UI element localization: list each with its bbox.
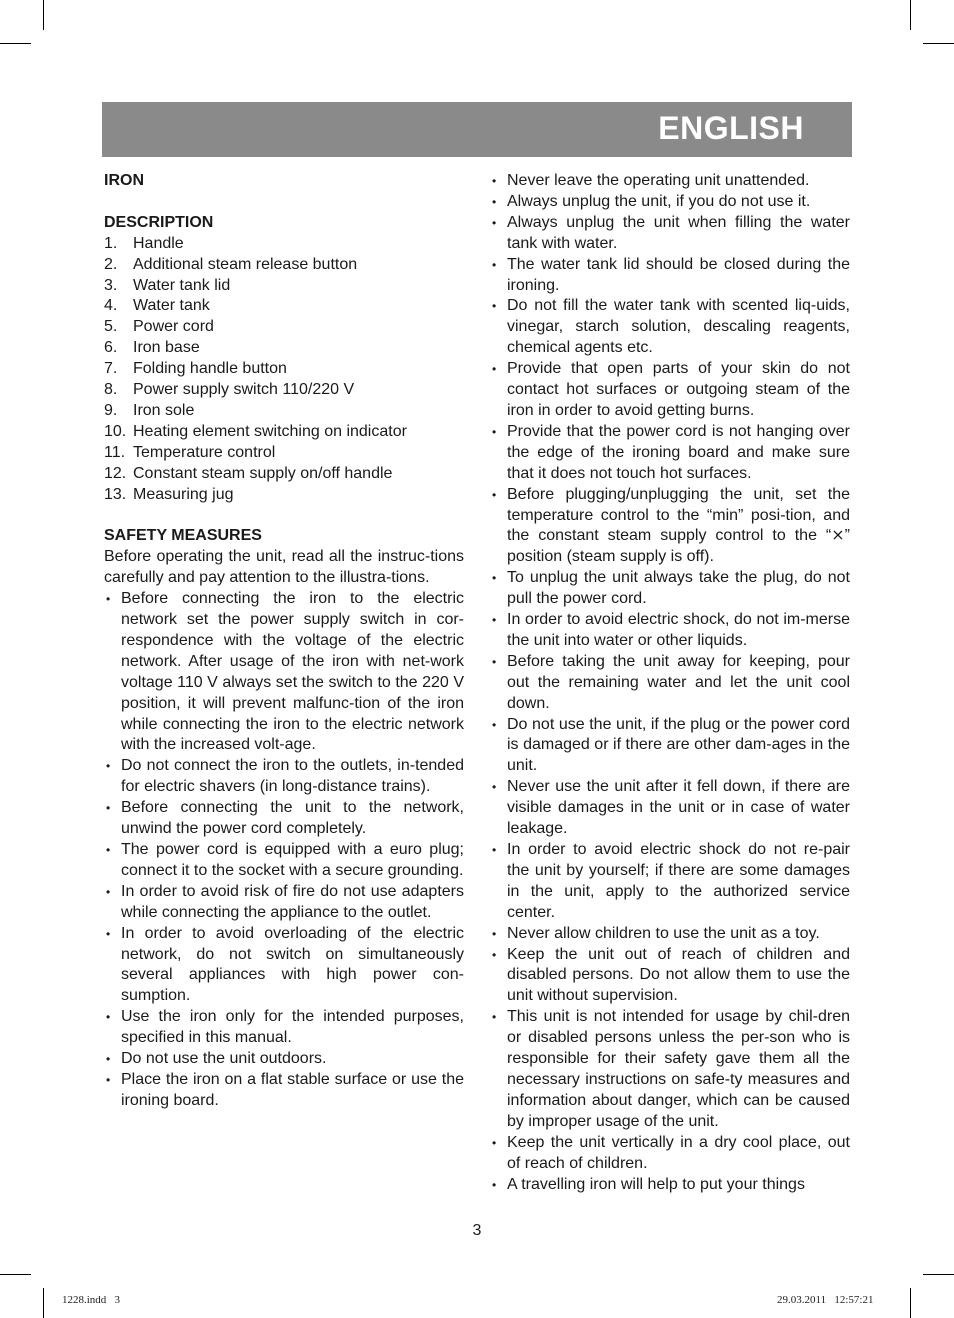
description-item: [104, 276, 464, 297]
left-column: [104, 171, 464, 1112]
description-item: [104, 443, 464, 464]
item-text: Handle: [133, 234, 184, 252]
description-item: [104, 485, 464, 506]
item-number: 11.: [104, 443, 126, 461]
safety-intro: Before operating the unit, read all the instruc-tions carefully and pay attention to the illustra-tions.: [104, 548, 464, 587]
language-banner: [102, 102, 852, 157]
safety-bullet: • A travelling iron will help to put your things: [490, 1175, 850, 1196]
safety-bullet: • Place the iron on a flat stable surface or use the ironing board.: [104, 1070, 464, 1112]
item-text: Constant steam supply on/off handle: [133, 464, 393, 482]
item-number: 2.: [104, 255, 118, 273]
safety-bullet: • Before plugging/unplugging the unit, set the temperature control to the “min” posi-tion, and the constant steam supply control to the “⨯” position (steam supply is off).: [490, 485, 850, 569]
item-text: Temperature control: [133, 443, 276, 461]
item-number: 6.: [104, 339, 118, 357]
description-item: [104, 401, 464, 422]
description-item: [104, 380, 464, 401]
item-number: 4.: [104, 297, 118, 315]
iron-heading: IRON: [104, 172, 144, 189]
item-number: 3.: [104, 276, 118, 294]
safety-bullet: • Do not fill the water tank with scented liq-uids, vinegar, starch solution, descaling reagents, chemical agents etc.: [490, 296, 850, 359]
safety-bullet: • Keep the unit vertically in a dry cool place, out of reach of children.: [490, 1133, 850, 1175]
item-text: Measuring jug: [133, 485, 234, 503]
description-item: [104, 359, 464, 380]
safety-bullet: • Do not use the unit outdoors.: [104, 1049, 464, 1070]
crop-mark: [923, 1274, 954, 1275]
description-heading: DESCRIPTION: [104, 213, 214, 231]
item-number: 1.: [104, 234, 118, 252]
item-text: Power cord: [133, 318, 214, 336]
description-item: [104, 338, 464, 359]
banner-title: ENGLISH: [658, 110, 804, 146]
footer-datetime: 29.03.2011 12:57:21: [777, 1294, 874, 1306]
safety-bullet: • The power cord is equipped with a euro plug; connect it to the socket with a secure grounding.: [104, 840, 464, 882]
description-list: [104, 234, 464, 506]
item-number: 9.: [104, 401, 118, 419]
item-number: 5.: [104, 318, 118, 336]
description-item: [104, 464, 464, 485]
safety-bullet: • Provide that open parts of your skin do not contact hot surfaces or outgoing steam of the iron in order to avoid getting burns.: [490, 359, 850, 422]
description-item: [104, 317, 464, 338]
safety-bullet: • Before connecting the iron to the electric network set the power supply switch in cor-respondence with the voltage of the electric network. After usage of the iron with net-work voltage 110 V always set the switch to the 220 V position, it will prevent malfunc-tion of the iron while connecting the iron to the electric network with the increased volt-age.: [104, 589, 464, 756]
right-column: [490, 171, 850, 1195]
safety-bullet: • Never leave the operating unit unattended.: [490, 171, 850, 192]
safety-bullet: • In order to avoid overloading of the electric network, do not switch on simultaneously several appliances with high power con-sumption.: [104, 924, 464, 1008]
safety-list-right: [490, 171, 850, 1195]
safety-bullet: • The water tank lid should be closed during the ironing.: [490, 255, 850, 297]
safety-bullet: • Always unplug the unit when filling the water tank with water.: [490, 213, 850, 255]
safety-bullet: • Keep the unit out of reach of children and disabled persons. Do not allow them to use the unit without supervision.: [490, 945, 850, 1008]
safety-bullet: • Use the iron only for the intended purposes, specified in this manual.: [104, 1007, 464, 1049]
crop-mark: [923, 43, 954, 44]
safety-bullet: • Do not connect the iron to the outlets, in-tended for electric shavers (in long-distance trains).: [104, 756, 464, 798]
safety-heading: SAFETY MEASURES: [104, 527, 262, 545]
item-number: 13.: [104, 485, 127, 503]
item-number: 7.: [104, 360, 118, 378]
page-number: 3: [472, 1222, 482, 1239]
safety-bullet: • Provide that the power cord is not hanging over the edge of the ironing board and make sure that it does not touch hot surfaces.: [490, 422, 850, 485]
safety-bullet: • In order to avoid electric shock do not re-pair the unit by yourself; if there are some damages in the unit, apply to the authorized service center.: [490, 840, 850, 924]
description-item: [104, 234, 464, 255]
safety-bullet: • Never use the unit after it fell down, if there are visible damages in the unit or in case of water leakage.: [490, 777, 850, 840]
item-text: Iron sole: [133, 401, 195, 419]
description-item: [104, 422, 464, 443]
crop-mark: [0, 43, 31, 44]
item-text: Power supply switch 110/220 V: [133, 381, 355, 399]
crop-mark: [0, 1274, 31, 1275]
safety-bullet: • In order to avoid risk of fire do not use adapters while connecting the appliance to the outlet.: [104, 882, 464, 924]
item-number: 12.: [104, 464, 127, 482]
item-number: 10.: [104, 422, 127, 440]
safety-bullet: • Do not use the unit, if the plug or the power cord is damaged or if there are other dam-ages in the unit.: [490, 715, 850, 778]
crop-mark: [43, 1288, 44, 1318]
safety-bullet: • To unplug the unit always take the plug, do not pull the power cord.: [490, 568, 850, 610]
item-number: 8.: [104, 381, 118, 399]
safety-bullet: • In order to avoid electric shock, do not im-merse the unit into water or other liquids.: [490, 610, 850, 652]
item-text: Water tank lid: [133, 276, 231, 294]
item-text: Water tank: [133, 297, 210, 315]
safety-bullet: • Before connecting the unit to the network, unwind the power cord completely.: [104, 798, 464, 840]
crop-mark: [910, 1288, 911, 1318]
item-text: Folding handle button: [133, 360, 287, 378]
safety-bullet: • Always unplug the unit, if you do not use it.: [490, 192, 850, 213]
item-text: Heating element switching on indicator: [133, 422, 407, 440]
safety-list-left: [104, 589, 464, 1112]
crop-mark: [910, 0, 911, 30]
item-text: Additional steam release button: [133, 255, 358, 273]
safety-bullet: • Before taking the unit away for keeping, pour out the remaining water and let the unit cool down.: [490, 652, 850, 715]
crop-mark: [43, 0, 44, 30]
item-text: Iron base: [133, 339, 200, 357]
footer-file: 1228.indd 3: [62, 1294, 121, 1306]
safety-bullet: • Never allow children to use the unit as a toy.: [490, 924, 850, 945]
description-item: [104, 296, 464, 317]
description-item: [104, 255, 464, 276]
safety-bullet: • This unit is not intended for usage by chil-dren or disabled persons unless the per-son who is responsible for their safety gave them all the necessary instructions on safe-ty measures and information about danger, which can be caused by improper usage of the unit.: [490, 1007, 850, 1132]
